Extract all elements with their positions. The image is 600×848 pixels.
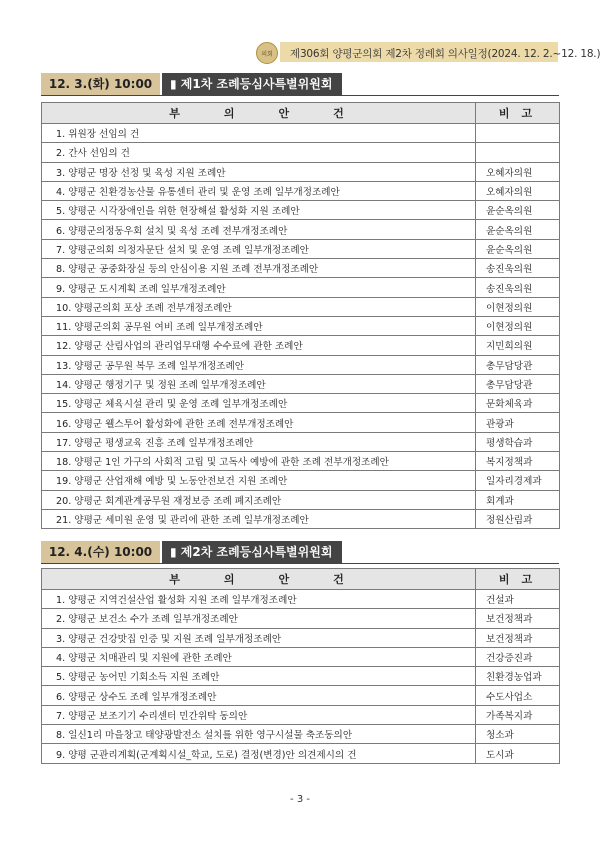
agenda-item-remark: 청소과: [476, 725, 560, 744]
agenda-row: [42, 647, 560, 666]
session-1-date: 12. 3.(화) 10:00: [41, 73, 160, 95]
session-2-title: ▮ 제2차 조례등심사특별위원회: [162, 541, 342, 563]
agenda-item-text: 9. 양평 군관리계획(군계획시설_학교, 도로) 결정(변경)안 의견제시의 건: [42, 744, 476, 763]
agenda-item-text: 10. 양평군의회 포상 조례 전부개정조례안: [42, 297, 476, 316]
agenda-item-text: 5. 양평군 시각장애인을 위한 현장해설 활성화 지원 조례안: [42, 201, 476, 220]
agenda-row: [42, 220, 560, 239]
agenda-item-remark: 송진욱의원: [476, 278, 560, 297]
agenda-item-remark: 관광과: [476, 413, 560, 432]
agenda-item-remark: 정원산림과: [476, 509, 560, 528]
agenda-item-text: 16. 양평군 웰스투어 활성화에 관한 조례 전부개정조례안: [42, 413, 476, 432]
agenda-item-remark: 총무담당관: [476, 374, 560, 393]
agenda-item-text: 21. 양평군 세미원 운영 및 관리에 관한 조례 일부개정조례안: [42, 509, 476, 528]
agenda-row: [42, 667, 560, 686]
agenda-item-remark: 평생학습과: [476, 432, 560, 451]
agenda-row: [42, 705, 560, 724]
agenda-item-text: 5. 양평군 농어민 기회소득 지원 조례안: [42, 667, 476, 686]
agenda-row: [42, 239, 560, 258]
header-text: 제306회 양평군의회 제2차 정례회 의사일정(2024. 12. 2.~12. 18.): [290, 48, 600, 60]
agenda-row: [42, 490, 560, 509]
agenda-row: [42, 374, 560, 393]
agenda-item-remark: 가족복지과: [476, 705, 560, 724]
agenda-item-remark: 일자리경제과: [476, 471, 560, 490]
agenda-item-remark: 문화체육과: [476, 394, 560, 413]
agenda-row: [42, 628, 560, 647]
column-header-note: 비고: [476, 103, 560, 124]
session-2-agenda-table: [41, 568, 560, 764]
agenda-item-remark: 이현정의원: [476, 316, 560, 335]
agenda-row: [42, 686, 560, 705]
agenda-item-remark: 송진욱의원: [476, 259, 560, 278]
agenda-row: [42, 201, 560, 220]
agenda-row: [42, 432, 560, 451]
agenda-item-text: 14. 양평군 행정기구 및 정원 조례 일부개정조례안: [42, 374, 476, 393]
agenda-item-remark: 윤순옥의원: [476, 239, 560, 258]
agenda-item-remark: [476, 124, 560, 143]
column-header-subject: 부의안건: [42, 569, 476, 590]
agenda-item-text: 3. 양평군 건강맛집 인증 및 지원 조례 일부개정조례안: [42, 628, 476, 647]
agenda-item-text: 2. 양평군 보건소 수가 조례 일부개정조례안: [42, 609, 476, 628]
agenda-item-remark: 보건정책과: [476, 609, 560, 628]
agenda-row: [42, 452, 560, 471]
agenda-item-remark: 수도사업소: [476, 686, 560, 705]
agenda-item-text: 1. 양평군 지역건설산업 활성화 지원 조례 일부개정조례안: [42, 590, 476, 609]
agenda-row: [42, 143, 560, 162]
page-number: - 3 -: [290, 794, 310, 805]
agenda-row: [42, 725, 560, 744]
session-2-date: 12. 4.(수) 10:00: [41, 541, 160, 563]
agenda-item-remark: 윤순옥의원: [476, 220, 560, 239]
agenda-row: [42, 278, 560, 297]
column-header-subject: 부의안건: [42, 103, 476, 124]
agenda-item-text: 7. 양평군 보조기기 수리센터 민간위탁 동의안: [42, 705, 476, 724]
column-header-note: 비고: [476, 569, 560, 590]
agenda-row: [42, 394, 560, 413]
agenda-item-text: 2. 간사 선임의 건: [42, 143, 476, 162]
agenda-row: [42, 124, 560, 143]
agenda-item-remark: 친환경농업과: [476, 667, 560, 686]
agenda-row: [42, 297, 560, 316]
agenda-item-text: 18. 양평군 1인 가구의 사회적 고립 및 고독사 예방에 관한 조례 전부개정조례안: [42, 452, 476, 471]
agenda-item-remark: [476, 143, 560, 162]
agenda-item-remark: 건설과: [476, 590, 560, 609]
agenda-row: [42, 162, 560, 181]
agenda-item-remark: 지민희의원: [476, 336, 560, 355]
header-bar: [280, 42, 600, 62]
agenda-row: [42, 316, 560, 335]
agenda-item-text: 20. 양평군 회계관계공무원 재정보증 조례 폐지조례안: [42, 490, 476, 509]
agenda-item-remark: 총무담당관: [476, 355, 560, 374]
agenda-row: [42, 744, 560, 763]
agenda-item-text: 7. 양평군의회 의정자문단 설치 및 운영 조례 일부개정조례안: [42, 239, 476, 258]
agenda-row: [42, 336, 560, 355]
session-1-title: ▮ 제1차 조례등심사특별위원회: [162, 73, 342, 95]
agenda-row: [42, 609, 560, 628]
session-1-rule: [41, 95, 559, 96]
agenda-row: [42, 471, 560, 490]
agenda-row: [42, 509, 560, 528]
council-logo: 의회: [256, 42, 278, 64]
agenda-item-remark: 복지정책과: [476, 452, 560, 471]
agenda-row: [42, 259, 560, 278]
agenda-row: [42, 181, 560, 200]
session-1-agenda-table: [41, 102, 560, 529]
agenda-item-text: 19. 양평군 산업재해 예방 및 노동안전보건 지원 조례안: [42, 471, 476, 490]
agenda-item-text: 4. 양평군 친환경농산물 유통센터 관리 및 운영 조례 일부개정조례안: [42, 181, 476, 200]
agenda-item-text: 11. 양평군의회 공무원 여비 조례 일부개정조례안: [42, 316, 476, 335]
agenda-item-remark: 이현정의원: [476, 297, 560, 316]
session-2-rule: [41, 563, 559, 564]
agenda-row: [42, 413, 560, 432]
agenda-item-remark: 오혜자의원: [476, 181, 560, 200]
agenda-item-remark: 건강증진과: [476, 647, 560, 666]
document-header: [254, 40, 600, 64]
agenda-item-text: 8. 일신1리 마을창고 태양광발전소 설치를 위한 영구시설물 축조동의안: [42, 725, 476, 744]
agenda-item-text: 1. 위원장 선임의 건: [42, 124, 476, 143]
agenda-item-text: 6. 양평군 상수도 조례 일부개정조례안: [42, 686, 476, 705]
agenda-item-remark: 오혜자의원: [476, 162, 560, 181]
agenda-row: [42, 590, 560, 609]
agenda-item-text: 3. 양평군 명장 선정 및 육성 지원 조례안: [42, 162, 476, 181]
agenda-row: [42, 355, 560, 374]
agenda-item-remark: 도시과: [476, 744, 560, 763]
agenda-item-text: 13. 양평군 공무원 복무 조례 일부개정조례안: [42, 355, 476, 374]
agenda-item-text: 9. 양평군 도시계획 조례 일부개정조례안: [42, 278, 476, 297]
agenda-item-text: 15. 양평군 체육시설 관리 및 운영 조례 일부개정조례안: [42, 394, 476, 413]
agenda-item-remark: 보건정책과: [476, 628, 560, 647]
agenda-item-remark: 회계과: [476, 490, 560, 509]
agenda-item-text: 12. 양평군 산림사업의 관리업무대행 수수료에 관한 조례안: [42, 336, 476, 355]
agenda-item-text: 8. 양평군 공중화장실 등의 안심이용 지원 조례 전부개정조례안: [42, 259, 476, 278]
agenda-item-text: 6. 양평군의정동우회 설치 및 육성 조례 전부개정조례안: [42, 220, 476, 239]
agenda-item-text: 17. 양평군 평생교육 진흥 조례 일부개정조례안: [42, 432, 476, 451]
agenda-item-text: 4. 양평군 치매관리 및 지원에 관한 조례안: [42, 647, 476, 666]
agenda-item-remark: 윤순옥의원: [476, 201, 560, 220]
